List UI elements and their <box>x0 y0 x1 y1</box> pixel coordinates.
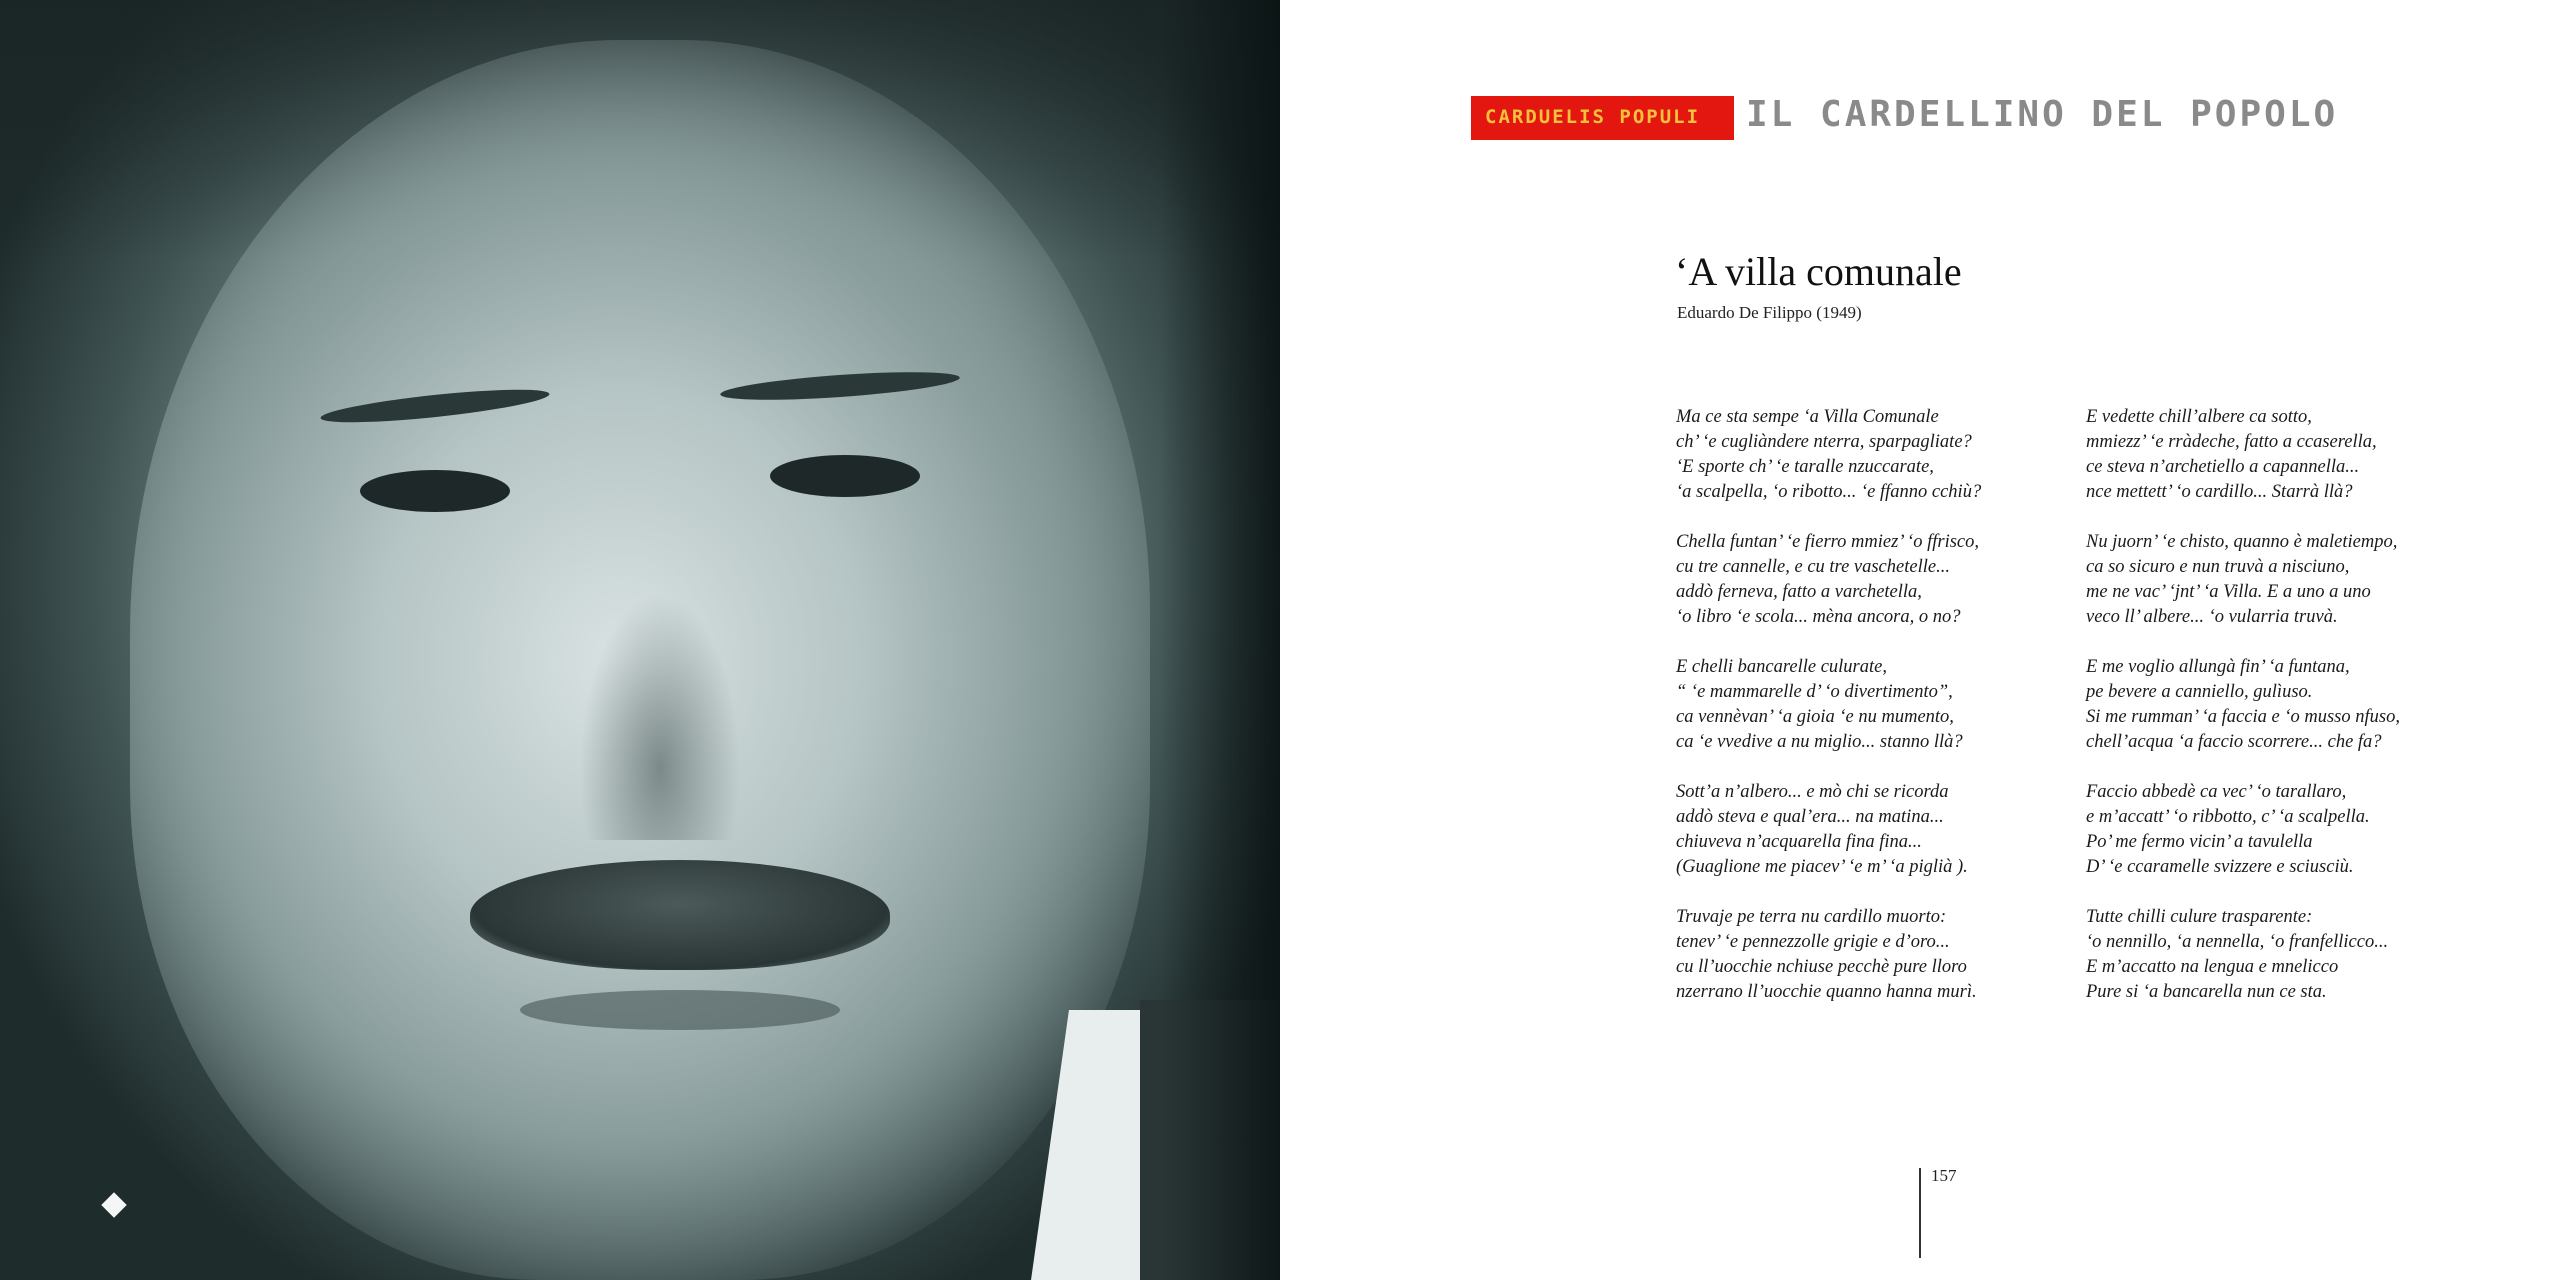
portrait-edge-shadow <box>1160 0 1280 1280</box>
poem-stanza <box>1676 780 2066 880</box>
poem-line: Si me rumman’ ‘a faccia e ‘o musso nfuso, <box>2086 707 2400 727</box>
poem-title: ‘A villa comunale <box>1675 249 1962 294</box>
poem-stanza <box>1676 655 2066 755</box>
poem-stanza <box>2086 655 2476 755</box>
poem-line: Ma ce sta sempe ‘a Villa Comunale <box>1676 407 1939 427</box>
poem-line: nce mettett’ ‘o cardillo... Starrà llà? <box>2086 482 2353 502</box>
portrait-lip <box>520 990 840 1030</box>
page-number-rule <box>1919 1168 1921 1258</box>
poem-line: E me voglio allungà fin’ ‘a funtana, <box>2086 657 2350 677</box>
poem-line: veco ll’ albere... ‘o vularria truvà. <box>2086 607 2338 627</box>
poem-stanza <box>2086 530 2476 630</box>
poem-line: pe bevere a canniello, gulìuso. <box>2086 682 2313 702</box>
poem-line: E chelli bancarelle culurate, <box>1676 657 1887 677</box>
poem-line: ‘o nennillo, ‘a nennella, ‘o franfellicco... <box>2086 932 2389 952</box>
portrait-right-eye <box>770 455 920 497</box>
poem-line: E m’accatto na lengua e mnelicco <box>2086 957 2339 977</box>
poem-line: Pure si ‘a bancarella nun ce sta. <box>2086 982 2327 1002</box>
poem-line: Faccio abbedè ca vec’ ‘o tarallaro, <box>2086 782 2347 802</box>
poem-line: D’ ‘e ccaramelle svizzere e sciusciù. <box>2086 857 2354 877</box>
poem-line: Chella funtan’ ‘e fierro mmiez’ ‘o ffrisco, <box>1676 532 1979 552</box>
poem-line: ‘E sporte ch’ ‘e taralle nzuccarate, <box>1676 457 1934 477</box>
poem-line: “ ‘e mammarelle d’ ‘o divertimento”, <box>1676 682 1953 702</box>
poem-line: (Guaglione me piacev’ ‘e m’ ‘a piglià ). <box>1676 857 1968 877</box>
poem-line: addò steva e qual’era... na matina... <box>1676 807 1944 827</box>
poem-line: chell’acqua ‘a faccio scorrere... che fa? <box>2086 732 2382 752</box>
poem-line: Sott’a n’albero... e mò chi se ricorda <box>1676 782 1949 802</box>
poem-column-left <box>1676 405 2066 1030</box>
portrait-mustache <box>470 860 890 970</box>
poem-line: tenev’ ‘e pennezzolle grigie e d’oro... <box>1676 932 1950 952</box>
poem-line: chiuveva n’acquarella fina fina... <box>1676 832 1922 852</box>
section-title: IL CARDELLINO DEL POPOLO <box>1746 94 2339 135</box>
diamond-icon <box>101 1192 126 1217</box>
poem-line: Po’ me fermo vicin’ a tavulella <box>2086 832 2313 852</box>
page-number: 157 <box>1931 1166 1957 1185</box>
portrait-nose-shadow <box>560 480 760 840</box>
portrait-left-eye <box>360 470 510 512</box>
poem-line: mmiezz’ ‘e rràdeche, fatto a ccaserella, <box>2086 432 2377 452</box>
poem-stanza <box>1676 905 2066 1005</box>
poem-stanza <box>2086 905 2476 1005</box>
section-label-box <box>1471 96 1734 140</box>
poem-line: cu ll’uocchie nchiuse pecchè pure lloro <box>1676 957 1967 977</box>
poem-line: ca ‘e vvedive a nu miglio... stanno llà? <box>1676 732 1963 752</box>
poem-line: cu tre cannelle, e cu tre vaschetelle... <box>1676 557 1950 577</box>
poem-line: ‘o libro ‘e scola... mèna ancora, o no? <box>1676 607 1961 627</box>
poem-stanza <box>2086 405 2476 505</box>
poem-line: ‘a scalpella, ‘o ribotto... ‘e ffanno cchiù? <box>1676 482 1982 502</box>
poem-line: addò ferneva, fatto a varchetella, <box>1676 582 1922 602</box>
poem-line: Truvaje pe terra nu cardillo muorto: <box>1676 907 1947 927</box>
poem-line: E vedette chill’albere ca sotto, <box>2086 407 2312 427</box>
poem-line: me ne vac’ ‘jnt’ ‘a Villa. E a uno a uno <box>2086 582 2371 602</box>
poem-stanza <box>1676 405 2066 505</box>
poem-line: ca vennèvan’ ‘a gioia ‘e nu mumento, <box>1676 707 1954 727</box>
poem-line: ch’ ‘e cugliàndere nterra, sparpagliate? <box>1676 432 1972 452</box>
section-label: CARDUELIS POPULI <box>1485 106 1701 128</box>
poem-line: Tutte chilli culure trasparente: <box>2086 907 2313 927</box>
poem-stanza <box>2086 780 2476 880</box>
poem-line: Nu juorn’ ‘e chisto, quanno è maletiempo, <box>2086 532 2398 552</box>
poem-line: e m’accatt’ ‘o ribbotto, c’ ‘a scalpella. <box>2086 807 2370 827</box>
poem-column-right <box>2086 405 2476 1030</box>
poem-author: Eduardo De Filippo (1949) <box>1677 303 1862 322</box>
poem-line: ca so sicuro e nun truvà a nisciuno, <box>2086 557 2350 577</box>
poem-line: ce steva n’archetiello a capannella... <box>2086 457 2360 477</box>
poem-line: nzerrano ll’uocchie quanno hanna murì. <box>1676 982 1977 1002</box>
poem-stanza <box>1676 530 2066 630</box>
